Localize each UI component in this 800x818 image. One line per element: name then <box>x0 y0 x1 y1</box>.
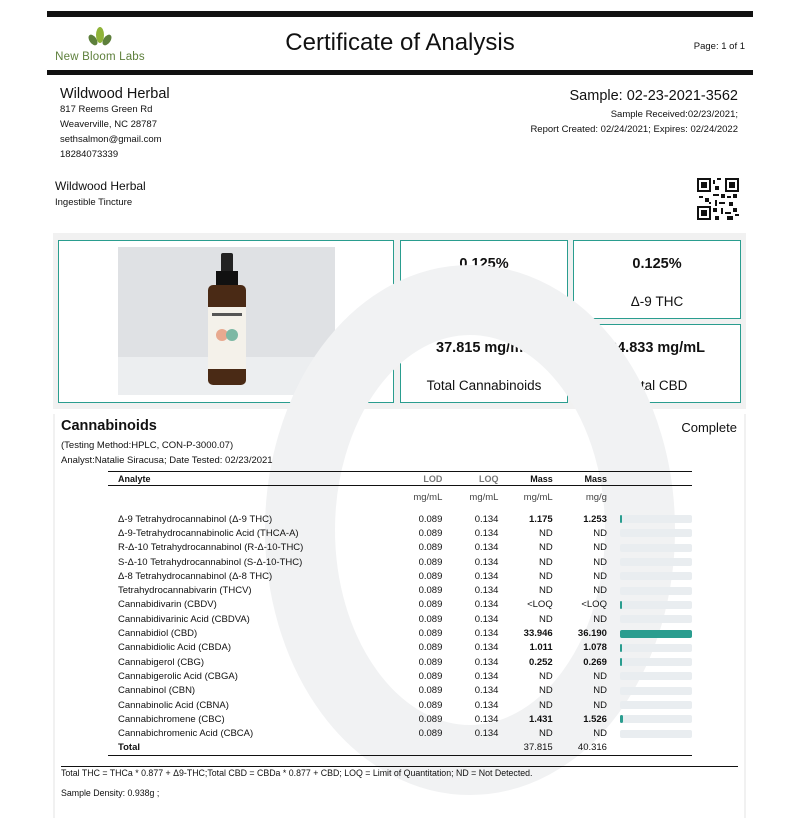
client-address1: 817 Reems Green Rd <box>60 104 153 115</box>
mass-ml-value: 33.946 <box>523 628 553 640</box>
table-row <box>108 726 692 740</box>
concentration-bar-track <box>620 558 692 566</box>
analyte-name: Tetrahydrocannabivarin (THCV) <box>118 585 252 597</box>
summary-label: Total THC <box>454 294 514 309</box>
table-row <box>108 583 692 597</box>
mass-g-value: <LOQ <box>581 599 607 611</box>
mass-ml-value: ND <box>538 728 553 740</box>
client-email: sethsalmon@gmail.com <box>60 134 162 145</box>
total-mass-g: 40.316 <box>553 741 607 756</box>
summary-value: 0.125% <box>459 256 509 272</box>
table-row <box>108 598 692 612</box>
analyte-name: Cannabinolic Acid (CBNA) <box>118 699 229 711</box>
client-phone: 18284073339 <box>60 149 119 160</box>
client-address2: Weaverville, NC 28787 <box>60 119 157 130</box>
concentration-bar-fill <box>620 658 622 666</box>
mass-ml-value: 1.175 <box>528 513 553 525</box>
unit-lod: mg/mL <box>413 491 443 503</box>
col-mass-ml: Mass <box>498 472 552 486</box>
lod-value: 0.089 <box>418 513 443 525</box>
analyte-name: Δ-9-Tetrahydrocannabinolic Acid (THCA-A) <box>118 527 299 539</box>
analyte-name: Cannabidiolic Acid (CBDA) <box>118 642 231 654</box>
loq-value: 0.134 <box>474 613 499 625</box>
analyte-name: Cannabinol (CBN) <box>118 685 196 697</box>
mass-g-value: ND <box>593 585 607 597</box>
loq-value: 0.134 <box>474 556 499 568</box>
col-lod: LOD <box>394 472 443 486</box>
analyte-name: Δ-9 Tetrahydrocannabinol (Δ-9 THC) <box>118 513 273 525</box>
lod-value: 0.089 <box>418 685 443 697</box>
units-row <box>108 486 692 509</box>
table-row <box>108 512 692 526</box>
col-mass-g: Mass <box>553 472 607 486</box>
analyte-name: R-Δ-10 Tetrahydrocannabinol (R-Δ-10-THC) <box>118 542 304 554</box>
mass-g-value: ND <box>593 613 607 625</box>
product-type: Ingestible Tincture <box>55 197 133 208</box>
summary-d9-thc <box>573 240 741 319</box>
loq-value: 0.134 <box>474 599 499 611</box>
analyte-name: Cannabichromene (CBC) <box>118 713 225 725</box>
footnote-rule <box>61 766 738 767</box>
sample-received: Sample Received:02/23/2021; <box>610 109 738 120</box>
analyte-name: Δ-8 Tetrahydrocannabinol (Δ-8 THC) <box>118 570 273 582</box>
loq-value: 0.134 <box>474 542 499 554</box>
lod-value: 0.089 <box>418 585 443 597</box>
mass-ml-value: ND <box>538 556 553 568</box>
mass-ml-value: ND <box>538 670 553 682</box>
concentration-bar-track <box>620 730 692 738</box>
summary-label: Δ-9 THC <box>630 294 684 309</box>
analyst-info: Analyst:Natalie Siracusa; Date Tested: 02/23/2021 <box>61 455 273 466</box>
report-dates: Report Created: 02/24/2021; Expires: 02/24/2022 <box>530 124 738 135</box>
testing-method: (Testing Method:HPLC, CON-P-3000.07) <box>61 440 234 451</box>
table-row <box>108 641 692 655</box>
concentration-bar-fill <box>620 715 623 723</box>
qr-code-icon[interactable] <box>697 178 739 220</box>
loq-value: 0.134 <box>474 713 499 725</box>
analyte-name: Cannabidiol (CBD) <box>118 628 198 640</box>
concentration-bar-fill <box>620 515 623 523</box>
loq-value: 0.134 <box>474 699 499 711</box>
lod-value: 0.089 <box>418 613 443 625</box>
concentration-bar-track <box>620 715 692 723</box>
mass-ml-value: ND <box>538 685 553 697</box>
concentration-bar-track <box>620 630 692 638</box>
table-row <box>108 698 692 712</box>
table-row <box>108 569 692 583</box>
summary-total-cannabinoids <box>400 324 568 403</box>
col-bar <box>607 472 692 486</box>
product-photo-frame <box>58 240 394 403</box>
loq-value: 0.134 <box>474 728 499 740</box>
summary-value: 34.833 mg/mL <box>609 340 705 356</box>
table-row <box>108 612 692 626</box>
cannabinoids-status: Complete <box>681 420 737 435</box>
total-row <box>108 741 692 756</box>
unit-mass-ml: mg/mL <box>523 491 553 503</box>
mass-g-value: ND <box>593 556 607 568</box>
table-row <box>108 684 692 698</box>
mass-ml-value: 1.431 <box>528 713 553 725</box>
mass-ml-value: 0.252 <box>528 656 553 668</box>
unit-loq: mg/mL <box>469 491 499 503</box>
loq-value: 0.134 <box>474 513 499 525</box>
footnote: Total THC = THCa * 0.877 + Δ9-THC;Total CBD = CBDa * 0.877 + CBD; LOQ = Limit of Quantitation; ND = Not Detected. <box>61 768 533 778</box>
table-row <box>108 555 692 569</box>
concentration-bar-track <box>620 544 692 552</box>
summary-label: Total CBD <box>626 378 688 393</box>
mass-ml-value: ND <box>538 527 553 539</box>
sample-id: Sample: 02-23-2021-3562 <box>569 88 738 104</box>
lod-value: 0.089 <box>418 527 443 539</box>
mass-g-value: 1.253 <box>583 513 607 525</box>
mass-g-value: ND <box>593 685 607 697</box>
summary-total-cbd <box>573 324 741 403</box>
summary-panel <box>53 233 746 409</box>
concentration-bar-fill <box>620 644 622 652</box>
mass-g-value: 1.078 <box>583 642 607 654</box>
mass-ml-value: <LOQ <box>527 599 553 611</box>
cannabinoids-title: Cannabinoids <box>61 418 157 434</box>
table-row <box>108 526 692 540</box>
analyte-name: Cannabidivarin (CBDV) <box>118 599 217 611</box>
sample-density: Sample Density: 0.938g ; <box>61 788 160 798</box>
total-mass-ml: 37.815 <box>498 741 552 756</box>
analyte-name: Cannabidivarinic Acid (CBDVA) <box>118 613 250 625</box>
loq-value: 0.134 <box>474 670 499 682</box>
mass-ml-value: ND <box>538 699 553 711</box>
table-row <box>108 712 692 726</box>
concentration-bar-fill <box>620 601 622 609</box>
product-name: Wildwood Herbal <box>55 179 146 193</box>
mass-g-value: ND <box>593 728 607 740</box>
table-row <box>108 626 692 640</box>
concentration-bar-fill <box>620 630 692 638</box>
table-row <box>108 669 692 683</box>
loq-value: 0.134 <box>474 642 499 654</box>
mass-g-value: ND <box>593 542 607 554</box>
loq-value: 0.134 <box>474 628 499 640</box>
analyte-name: Cannabigerolic Acid (CBGA) <box>118 670 238 682</box>
loq-value: 0.134 <box>474 685 499 697</box>
unit-mass-g: mg/g <box>585 491 607 503</box>
mass-ml-value: ND <box>538 613 553 625</box>
concentration-bar-track <box>620 615 692 623</box>
brand-name: New Bloom Labs <box>55 51 145 63</box>
cannabinoids-table <box>108 471 692 756</box>
mass-ml-value: ND <box>538 585 553 597</box>
mass-g-value: ND <box>593 570 607 582</box>
total-label: Total <box>108 741 394 756</box>
lod-value: 0.089 <box>418 542 443 554</box>
concentration-bar-track <box>620 644 692 652</box>
analyte-name: S-Δ-10 Tetrahydrocannabinol (S-Δ-10-THC) <box>118 556 303 568</box>
analyte-name: Cannabigerol (CBG) <box>118 656 205 668</box>
concentration-bar-track <box>620 658 692 666</box>
table-row <box>108 655 692 669</box>
concentration-bar-track <box>620 701 692 709</box>
concentration-bar-track <box>620 587 692 595</box>
lod-value: 0.089 <box>418 570 443 582</box>
concentration-bar-track <box>620 572 692 580</box>
mass-g-value: ND <box>593 670 607 682</box>
loq-value: 0.134 <box>474 656 499 668</box>
table-header-row <box>108 472 692 486</box>
lod-value: 0.089 <box>418 642 443 654</box>
mass-ml-value: ND <box>538 570 553 582</box>
summary-total-thc <box>400 240 568 319</box>
col-analyte: Analyte <box>108 472 394 486</box>
concentration-bar-track <box>620 529 692 537</box>
analyte-name: Cannabichromenic Acid (CBCA) <box>118 728 254 740</box>
concentration-bar-track <box>620 687 692 695</box>
mass-ml-value: 1.011 <box>529 642 553 654</box>
summary-value: 0.125% <box>632 256 682 272</box>
mass-g-value: ND <box>593 527 607 539</box>
top-rule <box>47 11 753 17</box>
mass-g-value: 0.269 <box>583 656 607 668</box>
lod-value: 0.089 <box>418 699 443 711</box>
client-panel <box>53 80 746 167</box>
loq-value: 0.134 <box>474 527 499 539</box>
mass-g-value: 1.526 <box>583 713 607 725</box>
summary-value: 37.815 mg/mL <box>436 340 532 356</box>
col-loq: LOQ <box>442 472 498 486</box>
concentration-bar-track <box>620 672 692 680</box>
summary-label: Total Cannabinoids <box>426 378 542 393</box>
lod-value: 0.089 <box>418 556 443 568</box>
concentration-bar-track <box>620 601 692 609</box>
client-name: Wildwood Herbal <box>60 86 170 102</box>
mass-g-value: 36.190 <box>577 628 607 640</box>
lod-value: 0.089 <box>418 628 443 640</box>
loq-value: 0.134 <box>474 585 499 597</box>
mass-ml-value: ND <box>538 542 553 554</box>
lod-value: 0.089 <box>418 670 443 682</box>
concentration-bar-track <box>620 515 692 523</box>
lod-value: 0.089 <box>418 599 443 611</box>
loq-value: 0.134 <box>474 570 499 582</box>
product-photo <box>118 247 335 395</box>
product-panel <box>53 174 746 228</box>
page-number: Page: 1 of 1 <box>693 41 745 52</box>
table-row <box>108 541 692 555</box>
lod-value: 0.089 <box>418 728 443 740</box>
client-card <box>53 80 746 167</box>
header-rule <box>47 70 753 75</box>
lod-value: 0.089 <box>418 713 443 725</box>
page-title: Certificate of Analysis <box>285 29 515 56</box>
mass-g-value: ND <box>593 699 607 711</box>
lod-value: 0.089 <box>418 656 443 668</box>
